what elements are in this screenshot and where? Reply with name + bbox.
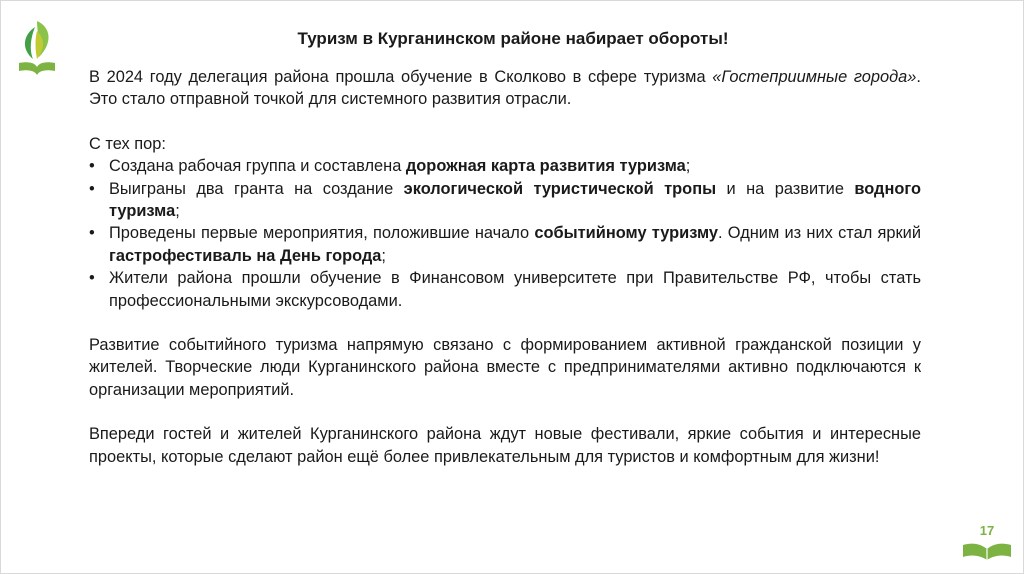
item-text: . Одним из них стал яркий — [718, 224, 921, 243]
achievements-list — [89, 155, 921, 312]
item-text: ; — [381, 246, 386, 265]
since-label: С тех пор: — [89, 134, 166, 153]
item-text: ; — [685, 157, 691, 176]
open-book-icon — [961, 539, 1013, 561]
intro-paragraph — [89, 66, 921, 111]
item-bold: водного туризма — [109, 179, 921, 221]
event-tourism-paragraph: Развитие событийного туризма напрямую связано с формированием активной гражданской позиции у жителей. Творческие люди Курганинского района вместе с предпринимателями активно подключаются к организации мероприятий. — [89, 336, 921, 399]
item-text: Проведены первые мероприятия, положившие начало — [109, 224, 535, 243]
spacer — [89, 401, 921, 423]
item-bold: дорожная карта развития туризма — [405, 157, 686, 176]
page-title: Туризм в Курганинском районе набирает обороты! — [297, 29, 729, 48]
intro-text-start: В 2024 году делегация района прошла обучение в Сколково в сфере туризма — [89, 68, 713, 86]
item-text: Создана рабочая группа и составлена — [109, 157, 406, 176]
item-text: Выиграны два гранта на создание — [109, 179, 404, 198]
slide-body — [89, 66, 921, 468]
list-item — [89, 222, 921, 267]
list-item — [89, 178, 921, 223]
item-bold: экологической туристической тропы — [403, 179, 717, 198]
spacer — [89, 111, 921, 133]
item-bold: событийному туризму — [534, 224, 718, 243]
item-bold: гастрофестиваль на День города — [109, 246, 382, 265]
item-text: и на развитие — [716, 179, 855, 198]
list-item — [89, 155, 921, 177]
list-item — [89, 267, 921, 312]
item-text: ; — [175, 202, 180, 221]
intro-italic-program: «Гостеприимные города» — [712, 68, 917, 86]
intro-text-end: . Это стало отправной точкой для системного развития отрасли. — [89, 68, 921, 109]
page-number: 17 — [979, 523, 995, 538]
item-text: Жители района прошли обучение в Финансовом университете при Правительстве РФ, чтобы стать профессиональными экскурсоводами. — [109, 269, 921, 310]
spacer — [89, 312, 921, 334]
future-paragraph: Впереди гостей и жителей Курганинского района ждут новые фестивали, яркие события и интересные проекты, которые сделают район ещё более привлекательным для туристов и комфортным для жизни! — [89, 425, 921, 466]
